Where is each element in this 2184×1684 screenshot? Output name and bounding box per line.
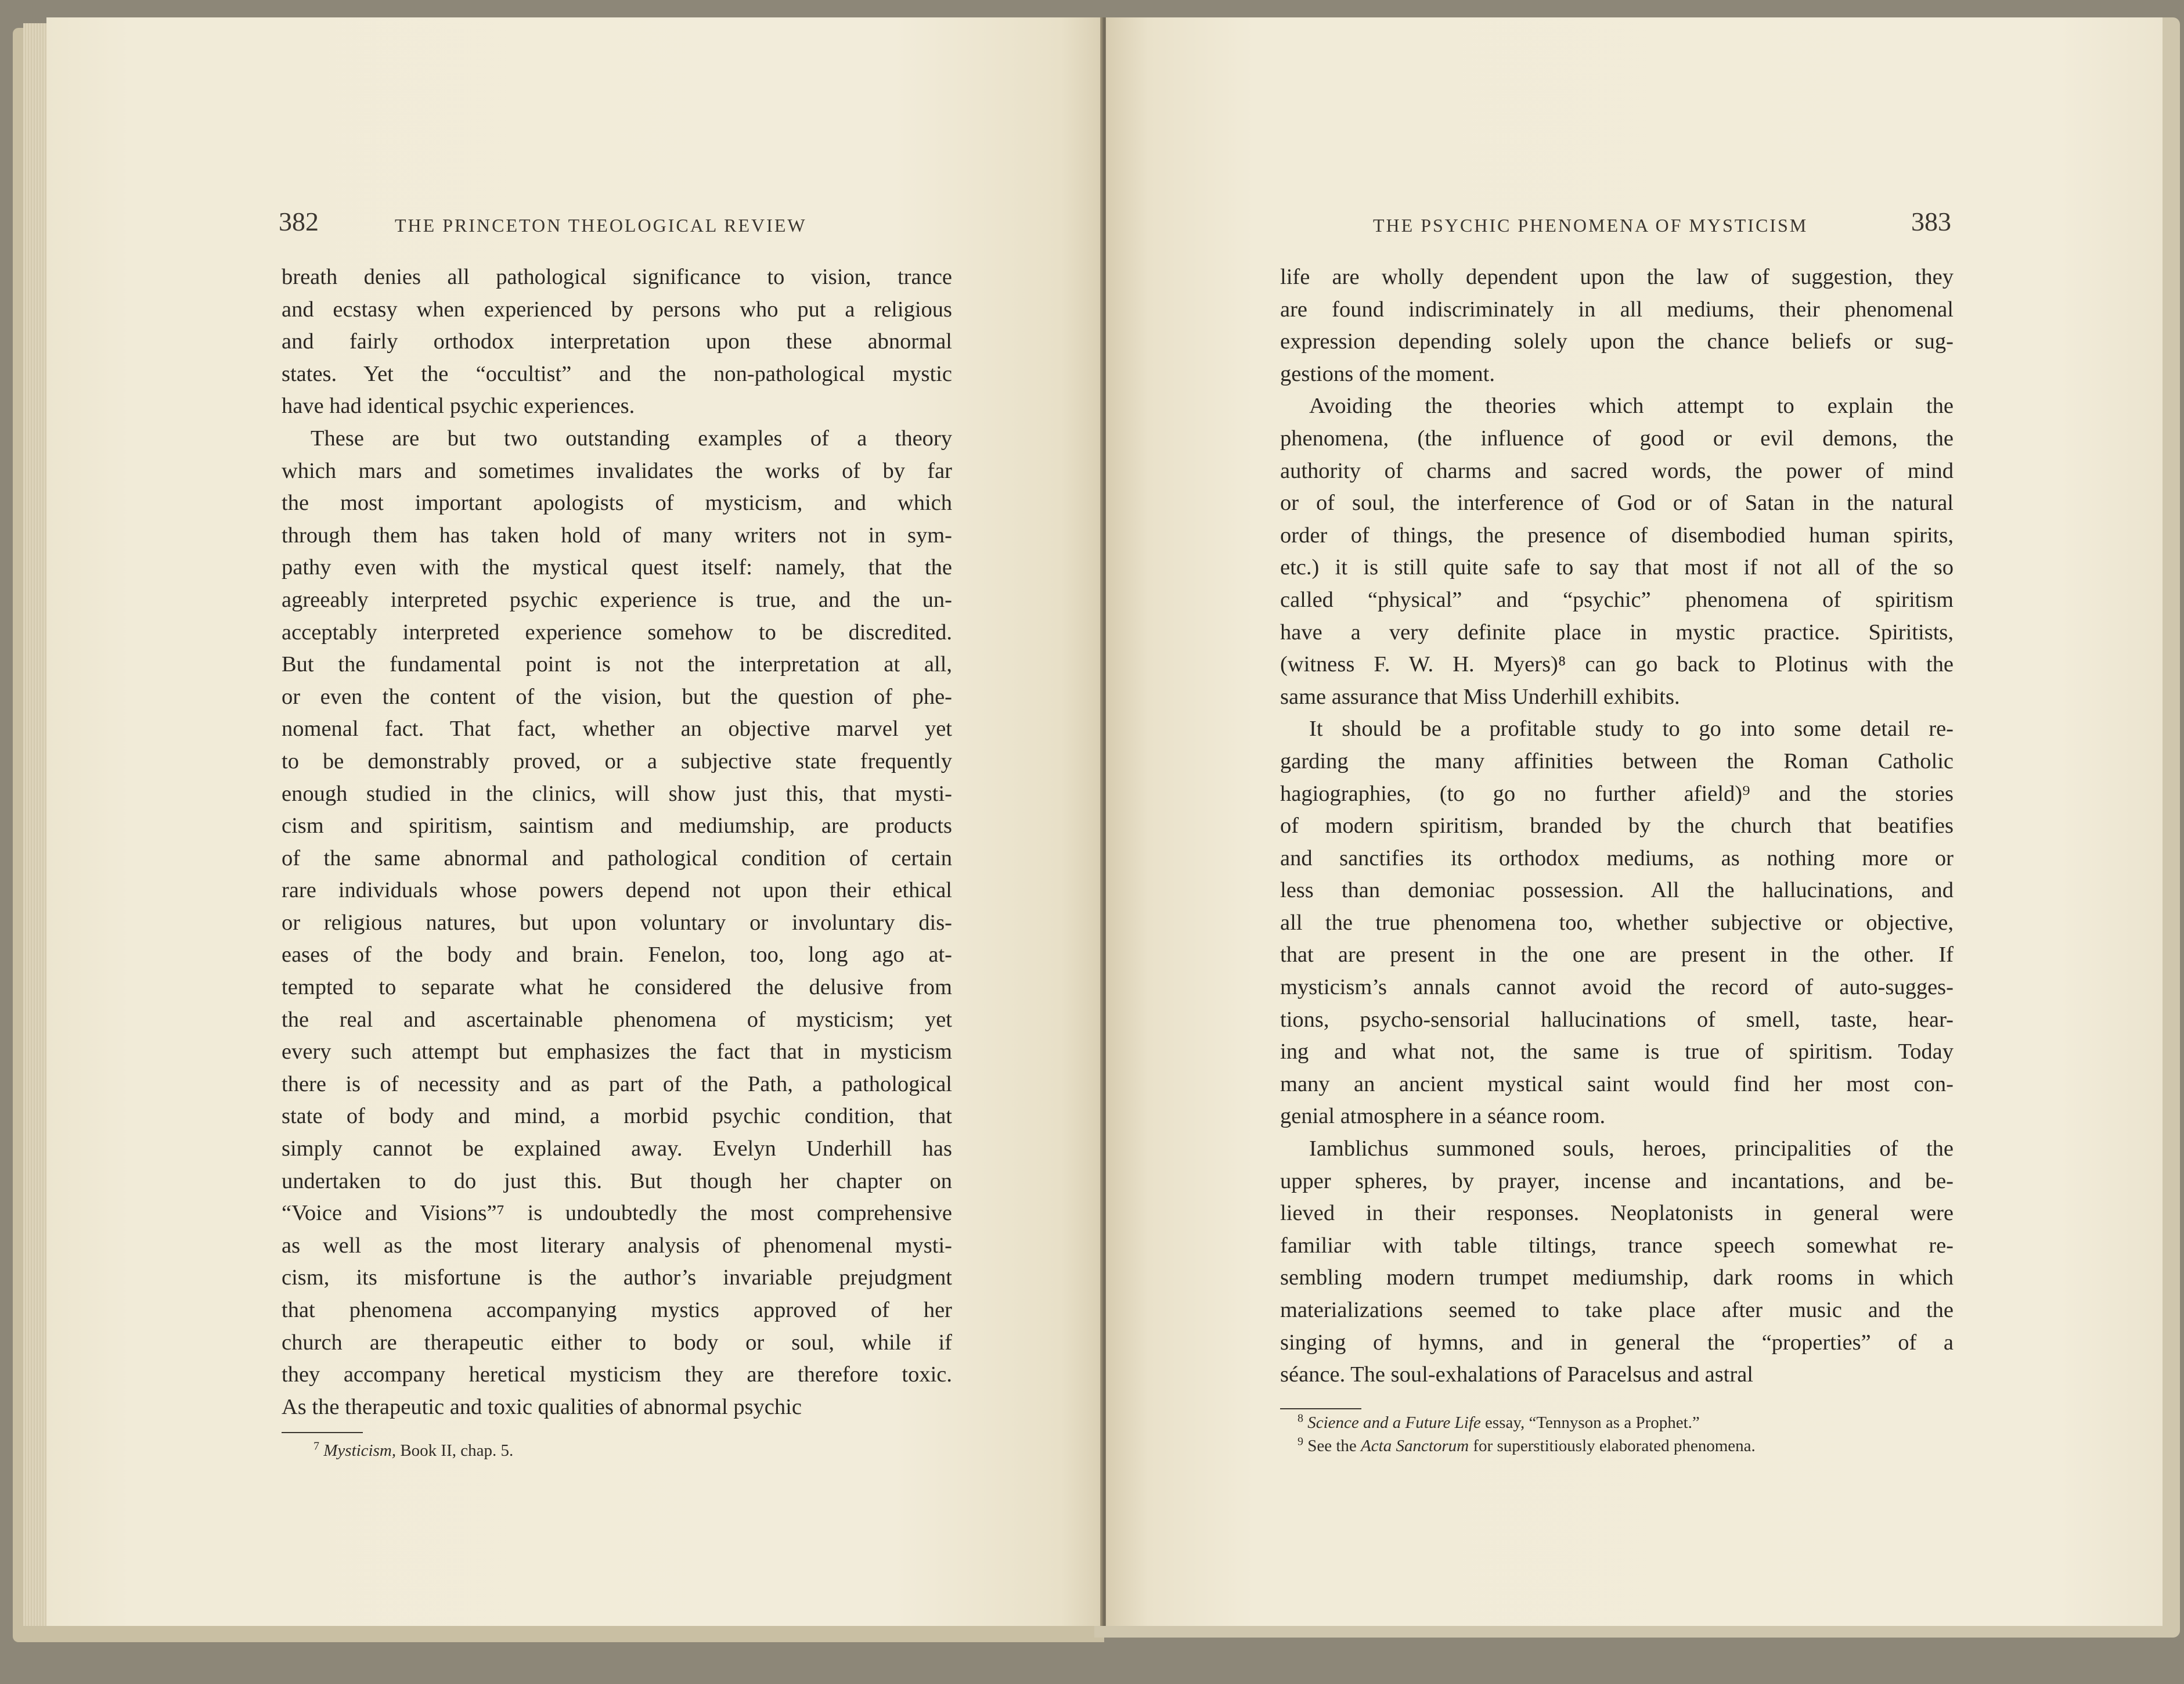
text-line: every such attempt but emphasizes the fact that in mysticism — [282, 1039, 952, 1064]
text-line: tempted to separate what he considered the delusive from — [282, 975, 952, 1000]
text-line: lieved in their responses. Neoplatonists in general were — [1280, 1201, 1954, 1226]
text-line: séance. The soul-exhalations of Paracelsus and astral — [1280, 1362, 1753, 1387]
text-line: materializations seemed to take place after music and the — [1280, 1298, 1954, 1322]
text-line: authority of charms and sacred words, the power of mind — [1280, 458, 1954, 483]
footnote-number: 7 — [313, 1440, 319, 1453]
text-line: As the therapeutic and toxic qualities of abnormal psychic — [282, 1394, 802, 1419]
footnote-rule-right — [1280, 1408, 1361, 1409]
right-body-text — [1280, 261, 1954, 1391]
text-line: order of things, the presence of disembodied human spirits, — [1280, 523, 1954, 548]
text-line: (witness F. W. H. Myers)⁸ can go back to Plotinus with the — [1280, 652, 1954, 677]
text-line: acceptably interpreted experience somehow to be discredited. — [282, 620, 952, 645]
running-header-left: THE PRINCETON THEOLOGICAL REVIEW — [395, 215, 807, 236]
footnote-title: Acta Sanctorum — [1361, 1437, 1469, 1455]
text-line: that are present in the one are present in the other. If — [1280, 942, 1954, 967]
text-line: pathy even with the mystical quest itself: namely, that the — [282, 555, 952, 580]
text-line: called “physical” and “psychic” phenomena of spiritism — [1280, 587, 1954, 612]
text-line: mysticism’s annals cannot avoid the record of auto-sugges- — [1280, 975, 1954, 1000]
text-line: eases of the body and brain. Fenelon, too, long ago at- — [282, 942, 952, 967]
text-line: singing of hymns, and in general the “properties” of a — [1280, 1330, 1954, 1355]
page-edges — [23, 23, 46, 1626]
text-line: there is of necessity and as part of the Path, a pathological — [282, 1071, 952, 1096]
text-line: rare individuals whose powers depend not upon their ethical — [282, 878, 952, 903]
text-line: as well as the most literary analysis of phenomenal mysti- — [282, 1233, 952, 1258]
text-line: state of body and mind, a morbid psychic condition, that — [282, 1104, 952, 1129]
footnote-text: for superstitiously elaborated phenomena. — [1473, 1437, 1756, 1455]
text-line: the real and ascertainable phenomena of mysticism; yet — [282, 1007, 952, 1032]
footnote-9 — [1298, 1434, 1756, 1458]
text-line: which mars and sometimes invalidates the works of by far — [282, 458, 952, 483]
text-line: many an ancient mystical saint would find her most con- — [1280, 1071, 1954, 1096]
text-line: phenomena, (the influence of good or evil demons, the — [1280, 426, 1954, 451]
running-header-right: THE PSYCHIC PHENOMENA OF MYSTICISM — [1373, 215, 1808, 236]
footnote-number: 9 — [1298, 1435, 1303, 1448]
text-line: or religious natures, but upon voluntary or involuntary dis- — [282, 910, 952, 935]
page-number-left: 382 — [279, 207, 319, 236]
footnote-8 — [1298, 1411, 1700, 1434]
text-line: to be demonstrably proved, or a subjective state frequently — [282, 749, 952, 773]
text-line: tions, psycho-sensorial hallucinations of smell, taste, hear- — [1280, 1007, 1954, 1032]
text-line: Iamblichus summoned souls, heroes, principalities of the — [1309, 1136, 1954, 1161]
footnote-text: essay, “Tennyson as a Prophet.” — [1485, 1413, 1700, 1432]
text-line: church are therapeutic either to body or soul, while if — [282, 1330, 952, 1355]
text-line: etc.) it is still quite safe to say that most if not all of the so — [1280, 555, 1954, 580]
text-line: same assurance that Miss Underhill exhibits. — [1280, 684, 1680, 709]
footnote-title: Science and a Future Life — [1307, 1413, 1481, 1432]
text-line: cism and spiritism, saintism and mediumship, are products — [282, 814, 952, 839]
text-line: nomenal fact. That fact, whether an objective marvel yet — [282, 717, 952, 742]
left-page — [46, 17, 1103, 1626]
left-body-text — [282, 261, 952, 1423]
text-line: garding the many affinities between the Roman Catholic — [1280, 749, 1954, 773]
text-line: ing and what not, the same is true of spiritism. Today — [1280, 1039, 1954, 1064]
text-line: These are but two outstanding examples of a theory — [311, 426, 952, 451]
text-line: less than demoniac possession. All the hallucinations, and — [1280, 878, 1954, 903]
text-line: expression depending solely upon the chance beliefs or sug- — [1280, 329, 1954, 354]
text-line: have a very definite place in mystic practice. Spiritists, — [1280, 620, 1954, 645]
text-line: states. Yet the “occultist” and the non-pathological mystic — [282, 361, 952, 386]
text-line: It should be a profitable study to go into some detail re- — [1309, 717, 1954, 742]
text-line: hagiographies, (to go no further afield)⁹ and the stories — [1280, 781, 1954, 806]
text-line: cism, its misfortune is the author’s invariable prejudgment — [282, 1265, 952, 1290]
text-line: Avoiding the theories which attempt to explain the — [1309, 394, 1954, 419]
text-line: genial atmosphere in a séance room. — [1280, 1104, 1606, 1129]
text-line: are found indiscriminately in all mediums, their phenomenal — [1280, 297, 1954, 322]
text-line: have had identical psychic experiences. — [282, 394, 635, 419]
text-line: or of soul, the interference of God or of Satan in the natural — [1280, 491, 1954, 516]
text-line: sembling modern trumpet mediumship, dark rooms in which — [1280, 1265, 1954, 1290]
text-line: and sanctifies its orthodox mediums, as nothing more or — [1280, 845, 1954, 870]
text-line: agreeably interpreted psychic experience is true, and the un- — [282, 587, 952, 612]
text-line: all the true phenomena too, whether subjective or objective, — [1280, 910, 1954, 935]
text-line: life are wholly dependent upon the law of suggestion, they — [1280, 265, 1954, 289]
text-line: or even the content of the vision, but the question of phe- — [282, 684, 952, 709]
text-line: of the same abnormal and pathological condition of certain — [282, 845, 952, 870]
text-line: “Voice and Visions”⁷ is undoubtedly the most comprehensive — [282, 1201, 952, 1226]
text-line: undertaken to do just this. But though her chapter on — [282, 1168, 952, 1193]
text-line: through them has taken hold of many writers not in sym- — [282, 523, 952, 548]
text-line: upper spheres, by prayer, incense and incantations, and be- — [1280, 1168, 1954, 1193]
text-line: and fairly orthodox interpretation upon these abnormal — [282, 329, 952, 354]
text-line: breath denies all pathological significance to vision, trance — [282, 265, 952, 289]
footnote-text: See the — [1307, 1437, 1361, 1455]
text-line: and ecstasy when experienced by persons who put a religious — [282, 297, 952, 322]
text-line: familiar with table tiltings, trance speech somewhat re- — [1280, 1233, 1954, 1258]
text-line: simply cannot be explained away. Evelyn Underhill has — [282, 1136, 952, 1161]
footnote-title: Mysticism, — [323, 1441, 397, 1460]
text-line: the most important apologists of mysticism, and which — [282, 491, 952, 516]
text-line: gestions of the moment. — [1280, 361, 1495, 386]
right-page — [1106, 17, 2163, 1626]
text-line: that phenomena accompanying mystics approved of her — [282, 1298, 952, 1322]
text-line: they accompany heretical mysticism they are therefore toxic. — [282, 1362, 952, 1387]
text-line: enough studied in the clinics, will show just this, that mysti- — [282, 781, 952, 806]
footnote-text: Book II, chap. 5. — [400, 1441, 514, 1460]
text-line: of modern spiritism, branded by the church that beatifies — [1280, 814, 1954, 839]
footnote-7 — [313, 1439, 513, 1462]
text-line: But the fundamental point is not the interpretation at all, — [282, 652, 952, 677]
footnote-rule-left — [282, 1432, 363, 1433]
footnote-number: 8 — [1298, 1412, 1303, 1425]
page-number-right: 383 — [1911, 207, 1951, 236]
